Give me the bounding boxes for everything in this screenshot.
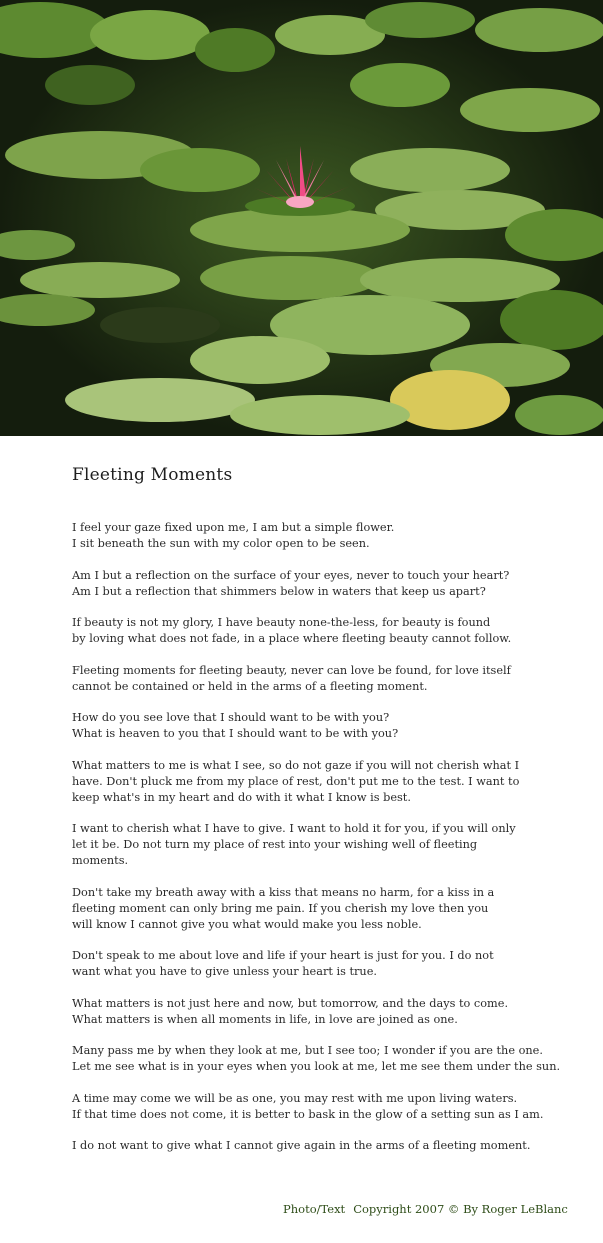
- poem-line: I want to cherish what I have to give. I want to hold it for you, if you will only: [72, 822, 516, 835]
- poem-line: I feel your gaze fixed upon me, I am but a simple flower.: [72, 521, 395, 534]
- poem-line: A time may come we will be as one, you may rest with me upon living waters.: [72, 1091, 518, 1105]
- credit-label: Photo/Text: [283, 1202, 346, 1216]
- poem-line: Am I but a reflection that shimmers below in waters that keep us apart?: [72, 584, 486, 598]
- poem-line: cannot be contained or held in the arms of a fleeting moment.: [72, 679, 428, 693]
- poem-line: Don't take my breath away with a kiss that means no harm, for a kiss in a: [72, 885, 495, 899]
- poem-line: What is heaven to you that I should want to be with you?: [72, 727, 399, 740]
- copyright-text: Copyright 2007 © By Roger LeBlanc: [353, 1202, 568, 1216]
- copyright-credit: [283, 1202, 568, 1216]
- poem-stanza: [72, 821, 542, 869]
- poem-line: What matters is when all moments in life, in love are joined as one.: [72, 1012, 458, 1026]
- poem-stanza: [72, 710, 542, 742]
- poem-line: have. Don't pluck me from my place of rest, don't put me to the test. I want to: [72, 774, 520, 788]
- poem-line: Am I but a reflection on the surface of your eyes, never to touch your heart?: [72, 568, 510, 582]
- poem-line: let it be. Do not turn my place of rest into your wishing well of fleeting: [72, 838, 478, 851]
- poem-stanza: [72, 758, 542, 806]
- poem-stanza: [72, 663, 542, 695]
- page-title: Fleeting Moments: [72, 465, 233, 485]
- poem-stanza: [72, 1043, 561, 1075]
- poem-line: fleeting moment can only bring me pain. If you cherish my love then you: [72, 901, 489, 915]
- poem-line: What matters is not just here and now, but tomorrow, and the days to come.: [72, 996, 509, 1010]
- water-lily-photo: [0, 0, 603, 436]
- poem-line: What matters to me is what I see, so do not gaze if you will not cherish what I: [72, 758, 520, 772]
- poem-stanza: [72, 885, 542, 933]
- poem-stanza: [72, 1091, 542, 1123]
- poem-line: by loving what does not fade, in a place where fleeting beauty cannot follow.: [72, 632, 512, 645]
- poem-stanza: [72, 1138, 542, 1154]
- poem-line: Fleeting moments for fleeting beauty, never can love be found, for love itself: [72, 663, 511, 677]
- poem-stanza: [72, 568, 542, 600]
- poem-line: Let me see what is in your eyes when you look at me, let me see them under the sun.: [72, 1060, 561, 1073]
- poem: [72, 520, 561, 1170]
- poem-stanza: [72, 520, 542, 552]
- poem-stanza: [72, 948, 542, 980]
- poem-line: keep what's in my heart and do with it what I know is best.: [72, 790, 411, 804]
- poem-line: How do you see love that I should want to be with you?: [72, 711, 390, 724]
- poem-line: Don't speak to me about love and life if your heart is just for you. I do not: [72, 949, 494, 962]
- poem-line: Many pass me by when they look at me, but I see too; I wonder if you are the one.: [72, 1044, 543, 1057]
- poem-line: will know I cannot give you what would make you less noble.: [72, 917, 422, 931]
- poem-line: If beauty is not my glory, I have beauty none-the-less, for beauty is found: [72, 616, 491, 629]
- poem-line: I sit beneath the sun with my color open to be seen.: [72, 537, 370, 550]
- poem-line: moments.: [72, 854, 129, 867]
- poem-stanza: [72, 996, 542, 1028]
- poem-line: If that time does not come, it is better to bask in the glow of a setting sun as I am.: [72, 1107, 544, 1121]
- poem-line: I do not want to give what I cannot give again in the arms of a fleeting moment.: [72, 1139, 531, 1152]
- poem-stanza: [72, 615, 542, 647]
- poem-line: want what you have to give unless your heart is true.: [72, 965, 377, 978]
